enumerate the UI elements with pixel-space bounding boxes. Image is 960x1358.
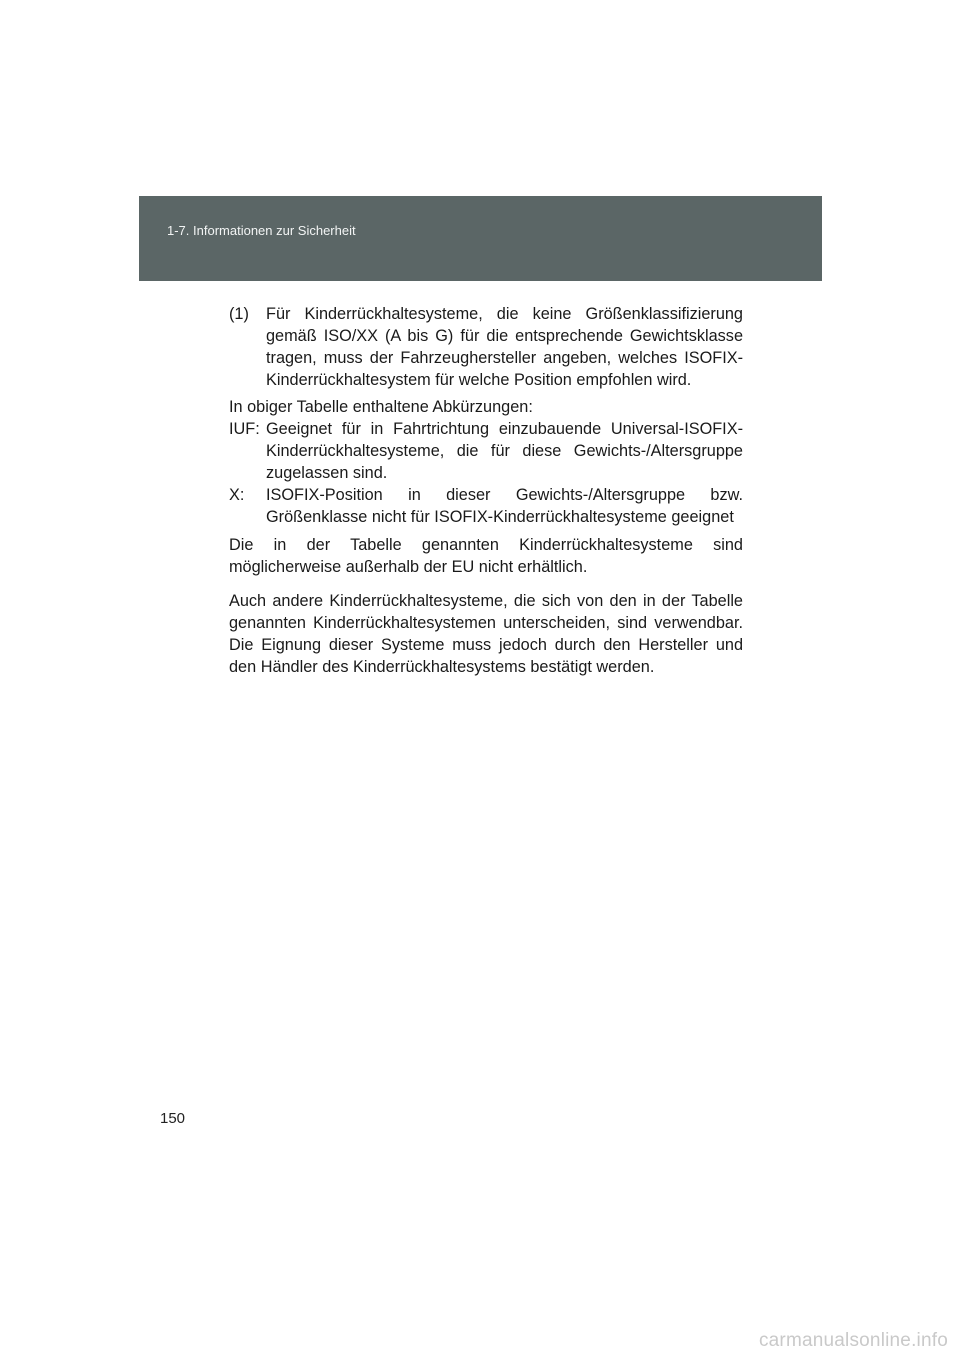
page-content bbox=[229, 303, 743, 678]
abbreviation-text: Geeignet für in Fahrtrichtung einzubauende Universal-ISOFIX-Kinderrückhaltesysteme, die für diese Gewichts-/Altersgruppe zugelassen sind. bbox=[266, 420, 743, 482]
page-number: 150 bbox=[160, 1110, 186, 1127]
abbreviation-key: IUF: bbox=[229, 420, 260, 438]
abbreviation-x bbox=[229, 484, 743, 528]
section-title: 1-7. Informationen zur Sicherheit bbox=[167, 223, 356, 238]
footnote-text: Für Kinderrückhaltesysteme, die keine Größenklassifizierung gemäß ISO/XX (A bis G) für die entsprechende Gewichtsklasse tragen, muss der Fahrzeughersteller angeben, welches ISOFIX-Kinderrückhaltesystem für welche Position empfohlen wird. bbox=[266, 305, 743, 389]
paragraph-availability: Die in der Tabelle genannten Kinderrückhaltesysteme sind möglicherweise außerhalb der EU nicht erhältlich. bbox=[229, 536, 743, 576]
section-header-band bbox=[139, 196, 822, 281]
abbreviations-intro: In obiger Tabelle enthaltene Abkürzungen: bbox=[229, 398, 533, 416]
paragraph-other-systems: Auch andere Kinderrückhaltesysteme, die sich von den in der Tabelle genannten Kinderrückhaltesystemen unterscheiden, sind verwendbar. Die Eignung dieser Systeme muss jedoch durch den Hersteller und den Händler des Kinderrückhaltesystems bestätigt werden. bbox=[229, 592, 743, 676]
abbreviation-key: X: bbox=[229, 486, 245, 504]
watermark: carmanualsonline.info bbox=[758, 1330, 948, 1351]
abbreviation-iuf bbox=[229, 418, 743, 484]
footnote-marker: (1) bbox=[229, 305, 249, 323]
footnote-1 bbox=[229, 303, 743, 391]
abbreviation-text: ISOFIX-Position in dieser Gewichts-/Altersgruppe bzw. Größenklasse nicht für ISOFIX-Kinderrückhaltesysteme geeignet bbox=[266, 486, 743, 526]
